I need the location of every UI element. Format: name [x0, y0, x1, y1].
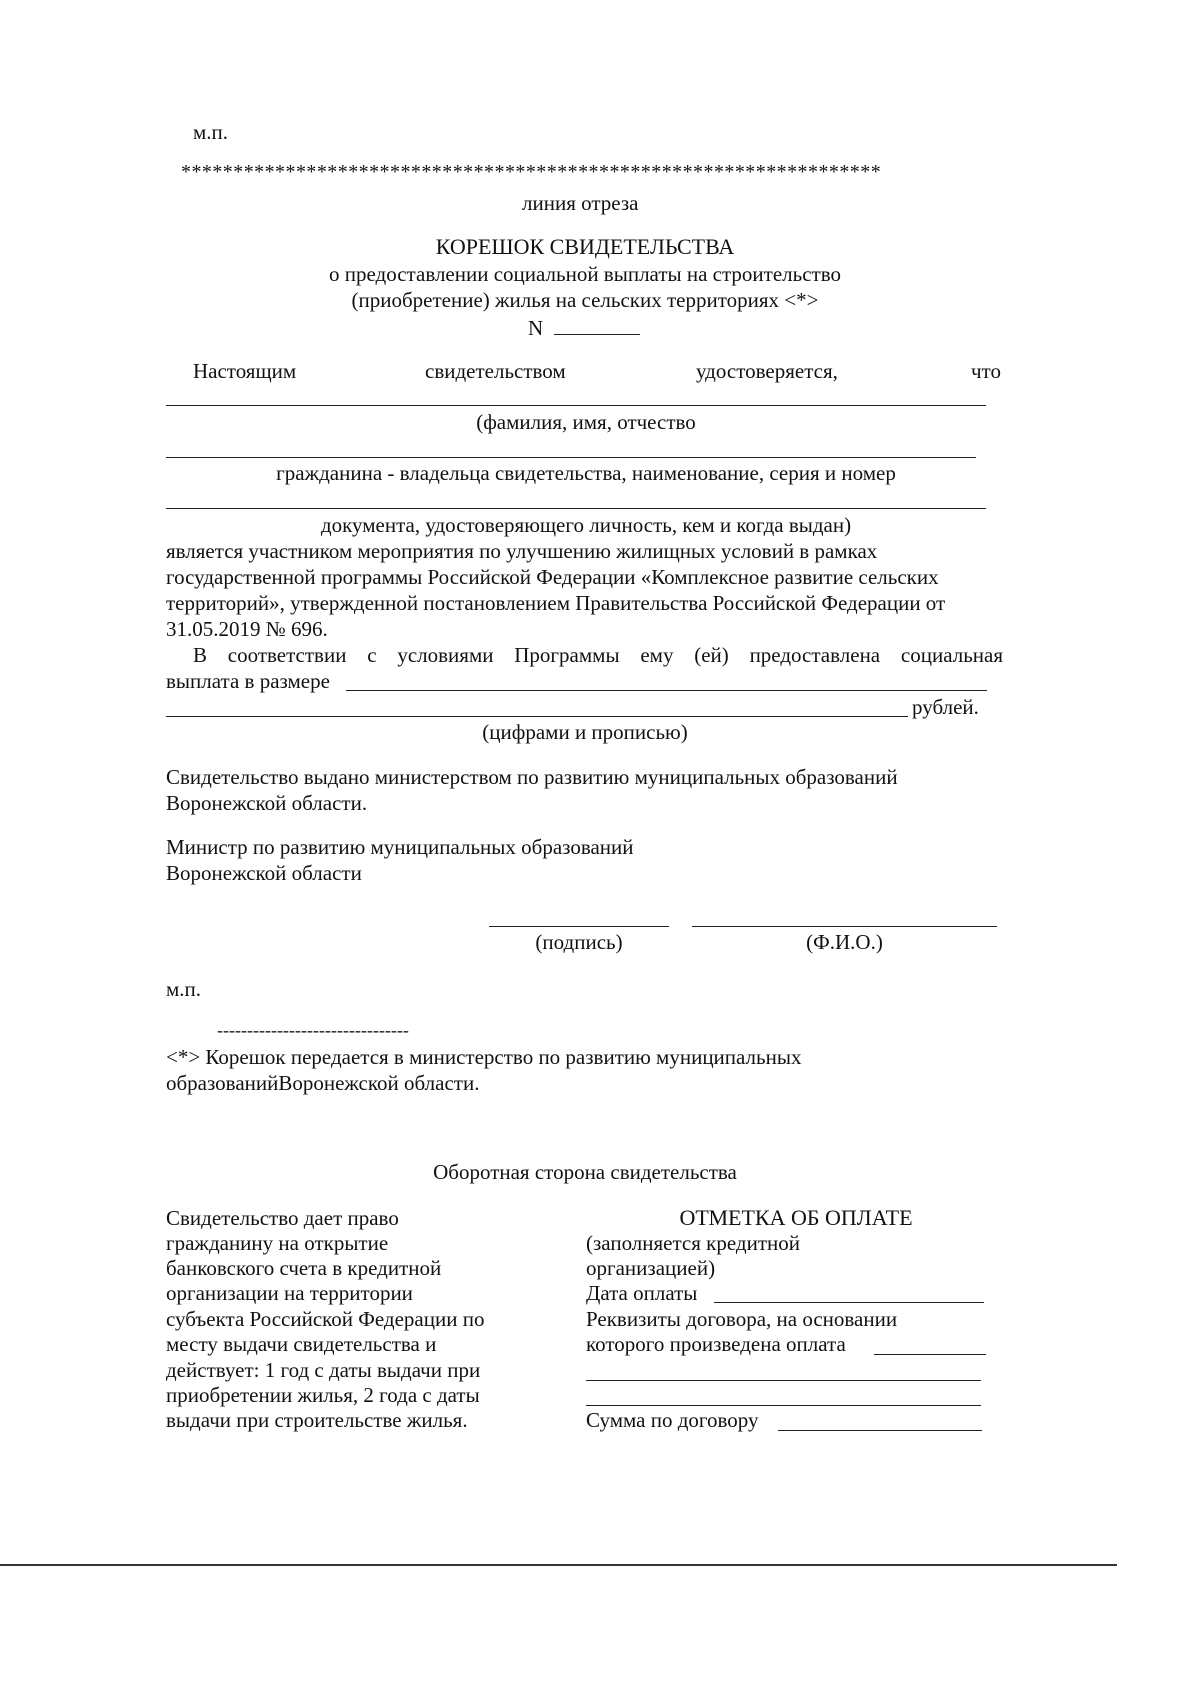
para-1-line-3: территорий», утвержденной постановлением Правительства Российской Федерации от [166, 591, 946, 615]
contract-sum-blank [778, 1430, 982, 1431]
fio-signature-blank-line [692, 926, 997, 927]
fio-caption: (Ф.И.О.) [806, 930, 883, 954]
document-blank-line [166, 508, 986, 509]
certificate-number-blank [554, 316, 640, 335]
back-left-line-4: организации на территории [166, 1281, 413, 1305]
issued-by-line-2: Воронежской области. [166, 791, 368, 815]
payment-note-line-1: (заполняется кредитной [586, 1231, 800, 1255]
footnote-line-2: образованийВоронежской области. [166, 1071, 480, 1095]
para-1-line-4: 31.05.2019 № 696. [166, 617, 328, 641]
back-left-line-5: субъекта Российской Федерации по [166, 1307, 485, 1331]
stub-subtitle-line-1: о предоставлении социальной выплаты на строительство [329, 262, 841, 286]
caption-document: документа, удостоверяющего личность, кем и когда выдан) [320, 513, 852, 537]
rubles-label: рублей. [912, 695, 979, 719]
payment-date-blank [714, 1302, 984, 1303]
payment-title: ОТМЕТКА ОБ ОПЛАТЕ [679, 1205, 913, 1230]
amount-blank-line-2 [166, 716, 908, 717]
footnote-rule: -------------------------------- [217, 1020, 409, 1040]
back-side-title: Оборотная сторона свидетельства [433, 1160, 737, 1184]
page-bottom-edge [0, 1564, 1117, 1566]
stamp-mark-top: м.п. [193, 120, 229, 144]
back-left-line-3: банковского счета в кредитной [166, 1256, 442, 1280]
minister-line-2: Воронежской области [166, 861, 362, 885]
issued-by-line-1: Свидетельство выдано министерством по развитию муниципальных образований [166, 765, 898, 789]
fio-blank-line [166, 405, 986, 406]
caption-fio: (фамилия, имя, отчество [476, 410, 696, 434]
cert-word-2: свидетельством [425, 359, 566, 383]
para-1-line-1: является участником мероприятия по улучшению жилищных условий в рамках [166, 539, 878, 563]
signature-caption: (подпись) [535, 930, 623, 954]
cert-word-1: Настоящим [193, 359, 297, 383]
back-left-line-9: выдачи при строительстве жилья. [166, 1408, 468, 1432]
back-left-line-7: действует: 1 год с даты выдачи при [166, 1358, 481, 1382]
back-left-line-1: Свидетельство дает право [166, 1206, 399, 1230]
stub-subtitle-line-2: (приобретение) жилья на сельских территориях <*> [351, 288, 819, 312]
para-1-line-2: государственной программы Российской Федерации «Комплексное развитие сельских [166, 565, 939, 589]
contract-blank-3 [586, 1405, 981, 1406]
contract-line-1: Реквизиты договора, на основании [586, 1307, 898, 1331]
back-left-line-8: приобретении жилья, 2 года с даты [166, 1383, 480, 1407]
cut-line-stars: ******************************************************************* [181, 161, 882, 183]
amount-label: выплата в размере [166, 669, 330, 693]
payment-date-label: Дата оплаты [586, 1281, 698, 1305]
amount-blank-line-1 [346, 690, 987, 691]
contract-blank-2 [586, 1380, 981, 1381]
back-left-line-6: месту выдачи свидетельства и [166, 1332, 437, 1356]
cert-word-4: что [971, 359, 1001, 383]
para-2-line-2 [166, 671, 330, 692]
contract-sum-label: Сумма по договору [586, 1408, 759, 1432]
caption-owner: гражданина - владельца свидетельства, наименование, серия и номер [276, 461, 896, 485]
back-left-line-2: гражданину на открытие [166, 1231, 389, 1255]
signature-blank-line [489, 926, 669, 927]
certificate-number-label [528, 316, 640, 339]
owner-blank-line [166, 457, 976, 458]
number-label-text: N [528, 316, 544, 340]
amount-caption: (цифрами и прописью) [482, 720, 688, 744]
footnote-line-1: <*> Корешок передается в министерство по развитию муниципальных [166, 1045, 802, 1069]
payment-note-line-2: организацией) [586, 1256, 716, 1280]
contract-blank-1 [874, 1354, 986, 1355]
cut-line-label: линия отреза [522, 191, 639, 215]
minister-line-1: Министр по развитию муниципальных образований [166, 835, 634, 859]
contract-line-2: которого произведена оплата [586, 1332, 846, 1356]
stamp-mark-bottom: м.п. [166, 977, 202, 1001]
para-2-line-1: В соответствии с условиями Программы ему (ей) предоставлена социальная [193, 643, 1003, 667]
cert-word-3: удостоверяется, [696, 359, 838, 383]
stub-title: КОРЕШОК СВИДЕТЕЛЬСТВА [435, 234, 735, 259]
